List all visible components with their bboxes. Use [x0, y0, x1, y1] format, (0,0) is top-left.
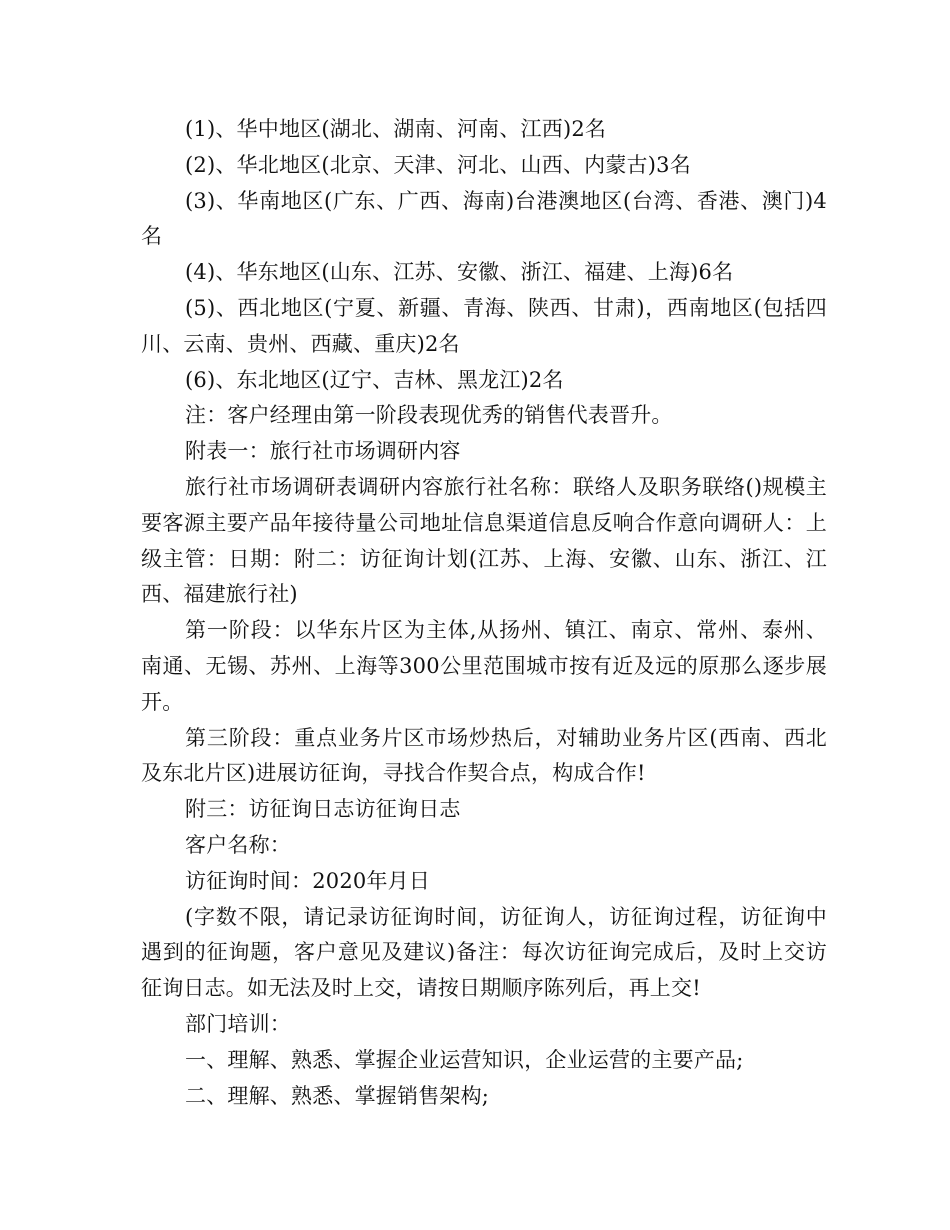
paragraph-appendix-three-title: 附三：访征询日志访征询日志: [185, 797, 461, 822]
paragraph-region-east: (4)、华东地区(山东、江苏、安徽、浙江、福建、上海)6名: [185, 260, 734, 285]
paragraph-region-north: (2)、华北地区(北京、天津、河北、山西、内蒙古)3名: [185, 152, 691, 177]
paragraph-client-name: 客户名称：: [185, 832, 291, 857]
paragraph-phase-three: 第三阶段：重点业务片区市场炒热后，对辅助业务片区(西南、西北及东北片区)进展访征询，寻找合作契合点，构成合作!: [141, 725, 827, 786]
paragraph-region-northwest-southwest: (5)、西北地区(宁夏、新疆、青海、陕西、甘肃)，西南地区(包括四川、云南、贵州、西藏、重庆)2名: [141, 295, 827, 356]
paragraph-visit-time: 访征询时间：2020年月日: [185, 868, 431, 893]
paragraph-survey-form: 旅行社市场调研表调研内容旅行社名称：联络人及职务联络()规模主要客源主要产品年接待量公司地址信息渠道信息反响合作意向调研人：上级主管：日期：附二：访征询计划(江苏、上海、安徽、山东、浙江、江西、福建旅行社): [141, 474, 827, 607]
paragraph-region-northeast: (6)、东北地区(辽宁、吉林、黑龙江)2名: [185, 367, 564, 392]
paragraph-training-item-two: 二、理解、熟悉、掌握销售架构;: [185, 1083, 490, 1108]
paragraph-training-item-one: 一、理解、熟悉、掌握企业运营知识，企业运营的主要产品;: [185, 1047, 744, 1072]
paragraph-region-south: (3)、华南地区(广东、广西、海南)台港澳地区(台湾、香港、澳门)4名: [141, 188, 827, 249]
paragraph-visit-record-note: (字数不限，请记录访征询时间，访征询人，访征询过程，访征询中遇到的征询题，客户意见及建议)备注：每次访征询完成后，及时上交访征询日志。如无法及时上交，请按日期顺序陈列后，再上交!: [141, 904, 827, 1001]
paragraph-region-central: (1)、华中地区(湖北、湖南、河南、江西)2名: [185, 117, 607, 141]
document-body: [141, 112, 827, 1114]
paragraph-phase-one: 第一阶段：以华东片区为主体,从扬州、镇江、南京、常州、泰州、南通、无锡、苏州、上海等300公里范围城市按有近及远的原那么逐步展开。: [141, 618, 827, 714]
paragraph-appendix-one-title: 附表一：旅行社市场调研内容: [185, 439, 461, 464]
paragraph-note: 注：客户经理由第一阶段表现优秀的销售代表晋升。: [185, 403, 673, 428]
paragraph-department-training: 部门培训：: [185, 1011, 291, 1036]
